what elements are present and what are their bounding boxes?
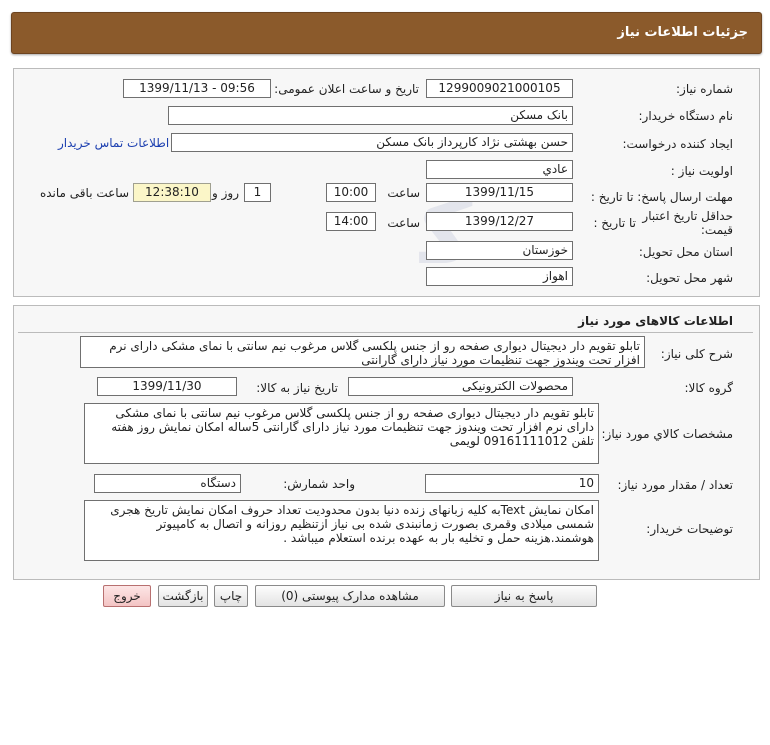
quantity-label: تعداد / مقدار مورد نیاز: <box>617 478 733 492</box>
buyer-contact-link[interactable]: اطلاعات تماس خریدار <box>58 136 170 150</box>
need-summary-label: شرح کلی نیاز: <box>660 347 733 361</box>
requester-label: ایجاد کننده درخواست: <box>622 137 733 151</box>
priority-field: عادي <box>426 160 573 179</box>
unit-label: واحد شمارش: <box>283 477 355 491</box>
deadline-label: مهلت ارسال پاسخ: تا تاریخ : <box>590 190 733 204</box>
need-date-label: تاریخ نیاز به کالا: <box>256 381 338 395</box>
goods-specs-label: مشخصات کالاي مورد نیاز: <box>601 427 733 441</box>
page-header <box>11 12 762 54</box>
print-button[interactable]: چاپ <box>214 585 248 607</box>
buyer-notes-field: امکان نمایش Textبه کلیه زبانهای زنده دنیا بدون محدودیت تعداد حروف امکان نمایش تاریخ هجری شمسی میلادی وقمری بصورت زمانبندی شده بی نیاز ازتنظیم روزانه و اتصال به کامپیوتر هوشمند.هزینه حمل و تخلیه بار به عهده برنده استعلام میباشد . <box>84 500 599 561</box>
days-remaining-field: 1 <box>244 183 271 202</box>
announce-label: تاریخ و ساعت اعلان عمومی: <box>274 82 419 96</box>
province-field: خوزستان <box>426 241 573 260</box>
buyer-notes-label: توضیحات خریدار: <box>646 522 733 536</box>
priority-label: اولویت نیاز : <box>670 164 733 178</box>
deadline-date-field: 1399/11/15 <box>426 183 573 202</box>
need-number-field: 1299009021000105 <box>426 79 573 98</box>
unit-field: دستگاه <box>94 474 241 493</box>
validity-time-label: ساعت <box>387 216 420 230</box>
remaining-time-label: ساعت باقی مانده <box>39 186 129 200</box>
exit-button[interactable]: خروج <box>103 585 151 607</box>
validity-label-2: قیمت: <box>700 223 733 237</box>
days-label: روز و <box>212 186 239 200</box>
need-date-field: 1399/11/30 <box>97 377 237 396</box>
buyer-org-field: بانک مسکن <box>168 106 573 125</box>
goods-group-label: گروه کالا: <box>684 381 733 395</box>
goods-section-title: اطلاعات کالاهای مورد نیاز <box>578 314 733 328</box>
deadline-time-field: 10:00 <box>326 183 376 202</box>
remaining-time-field: 12:38:10 <box>133 183 211 202</box>
page-title: جزئیات اطلاعات نیاز <box>617 25 748 40</box>
validity-until-label: تا تاریخ : <box>593 216 636 230</box>
city-field: اهواز <box>426 267 573 286</box>
validity-date-field: 1399/12/27 <box>426 212 573 231</box>
quantity-field: 10 <box>425 474 599 493</box>
city-label: شهر محل تحویل: <box>646 271 733 285</box>
deadline-time-label: ساعت <box>387 186 420 200</box>
goods-specs-field: تابلو تقویم دار دیجیتال دیواری صفحه رو از جنس پلکسی گلاس مرغوب نیم سانتی با نمای مشکی دارای نرم افزار تحت ویندوز جهت تنظیمات مورد نیاز دارای گارانتی 5ساله امکان نمایش روز هفته تلفن 09161111012 لویمی <box>84 403 599 464</box>
validity-label: حداقل تاریخ اعتبار <box>642 209 733 223</box>
validity-time-field: 14:00 <box>326 212 376 231</box>
announce-field: 1399/11/13 - 09:56 <box>123 79 271 98</box>
buyer-org-label: نام دستگاه خریدار: <box>638 109 733 123</box>
province-label: استان محل تحویل: <box>638 245 733 259</box>
need-info-panel <box>13 68 760 297</box>
reply-to-need-button[interactable]: پاسخ به نیاز <box>451 585 597 607</box>
need-summary-field: تابلو تقویم دار دیجیتال دیواری صفحه رو از جنس پلکسی گلاس مرغوب نیم سانتی با نمای مشکی دارای نرم افزار تحت ویندوز جهت تنظیمات مورد نیاز دارای گارانتی <box>80 336 645 368</box>
goods-group-field: محصولات الکترونیکی <box>348 377 573 396</box>
need-number-label: شماره نیاز: <box>676 82 733 96</box>
view-attachments-button[interactable]: مشاهده مدارک پیوستی (0) <box>255 585 445 607</box>
back-button[interactable]: بازگشت <box>158 585 208 607</box>
goods-divider <box>18 332 753 333</box>
requester-field: حسن بهشتی نژاد کارپرداز بانک مسکن <box>171 133 573 152</box>
